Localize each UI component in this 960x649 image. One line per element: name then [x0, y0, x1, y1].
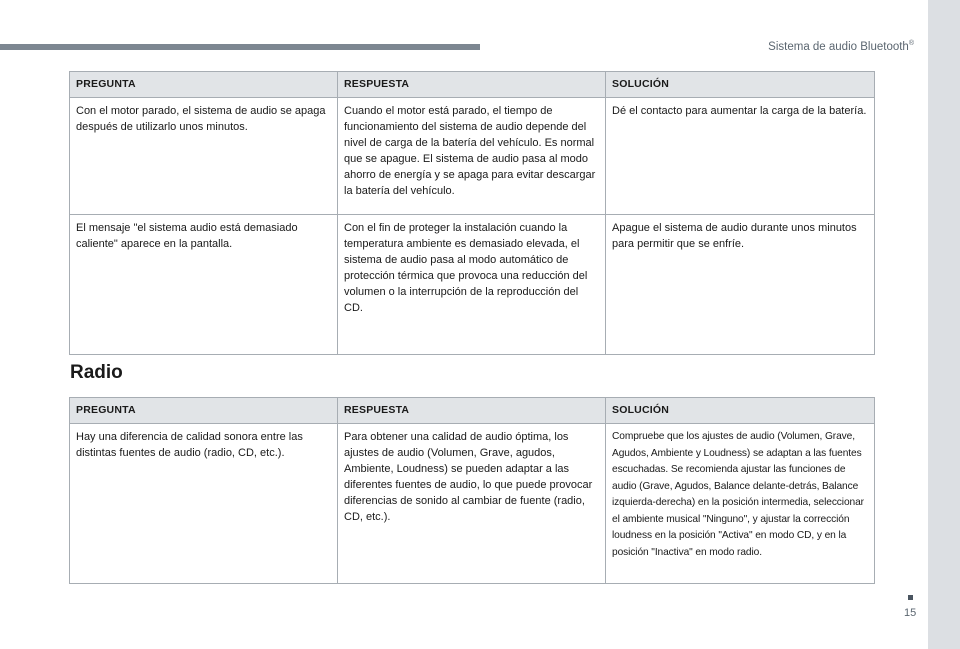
cell-solucion: Apague el sistema de audio durante unos minutos para permitir que se enfríe. — [606, 215, 875, 355]
side-strip — [928, 0, 960, 649]
cell-pregunta: El mensaje "el sistema audio está demasiado caliente" aparece en la pantalla. — [70, 215, 338, 355]
column-header-respuesta: RESPUESTA — [338, 398, 606, 424]
cell-respuesta: Con el fin de proteger la instalación cuando la temperatura ambiente es demasiado elevada, el sistema de audio pasa al modo automático de protección térmica que provoca una reducción del volumen o la interrupción de la reproducción del CD. — [338, 215, 606, 355]
page-header-title: Sistema de audio Bluetooth® — [768, 40, 914, 53]
table-row — [70, 98, 875, 215]
faq-table-radio — [69, 397, 875, 584]
table-row — [70, 424, 875, 584]
cell-solucion: Compruebe que los ajustes de audio (Volumen, Grave, Agudos, Ambiente y Loudness) se adaptan a las fuentes escuchadas. Se recomienda ajustar las funciones de audio (Grave, Agudos, Balance delante-detrás, Balance izquierda-derecha) en la posición intermedia, seleccionar el ambiente musical "Ninguno", y ajustar la corrección loudness en la posición "Activa" en modo CD, y en la posición "Inactiva" en modo radio. — [606, 424, 875, 584]
column-header-solucion: SOLUCIÓN — [606, 72, 875, 98]
page-marker-dot — [908, 595, 913, 600]
column-header-pregunta: PREGUNTA — [70, 72, 338, 98]
column-header-respuesta: RESPUESTA — [338, 72, 606, 98]
column-header-pregunta: PREGUNTA — [70, 398, 338, 424]
header-rule — [0, 44, 480, 50]
table-header-row — [70, 72, 875, 98]
table-header-row — [70, 398, 875, 424]
faq-table-general — [69, 71, 875, 355]
section-title-radio: Radio — [70, 362, 123, 383]
table-row — [70, 215, 875, 355]
cell-pregunta: Hay una diferencia de calidad sonora entre las distintas fuentes de audio (radio, CD, etc.). — [70, 424, 338, 584]
column-header-solucion: SOLUCIÓN — [606, 398, 875, 424]
cell-solucion: Dé el contacto para aumentar la carga de la batería. — [606, 98, 875, 215]
cell-pregunta: Con el motor parado, el sistema de audio se apaga después de utilizarlo unos minutos. — [70, 98, 338, 215]
cell-respuesta: Cuando el motor está parado, el tiempo de funcionamiento del sistema de audio depende del nivel de carga de la batería del vehículo. Es normal que se apague. El sistema de audio pasa al modo ahorro de energía y se apaga para evitar descargar la batería del vehículo. — [338, 98, 606, 215]
page-number: 15 — [904, 607, 917, 619]
cell-respuesta: Para obtener una calidad de audio óptima, los ajustes de audio (Volumen, Grave, agudos, Ambiente, Loudness) se pueden adaptar a las diferentes fuentes de audio, lo que puede provocar diferencias de sonido al cambiar de fuente (radio, CD, etc.). — [338, 424, 606, 584]
